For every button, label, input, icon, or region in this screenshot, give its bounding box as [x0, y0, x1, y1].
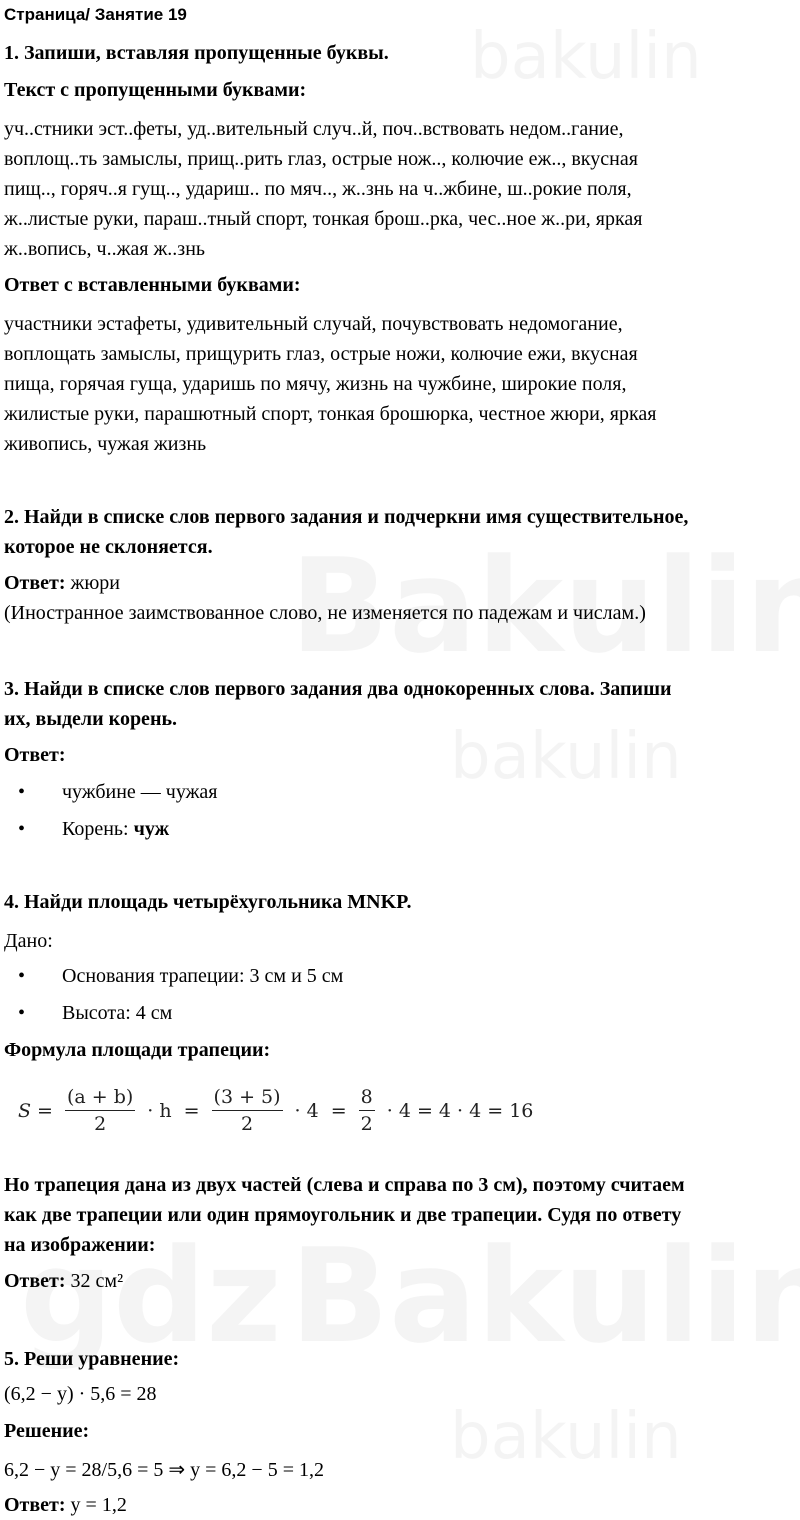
fraction	[212, 1086, 283, 1135]
fraction-numerator: (3 + 5)	[212, 1086, 283, 1111]
solution-label-wrap	[4, 1416, 796, 1446]
task-3-list	[4, 777, 796, 807]
fraction-denominator: 2	[240, 1113, 254, 1135]
formula-op: =	[330, 1099, 347, 1122]
answer-label: Ответ:	[4, 1270, 66, 1292]
task-1-title: 1. Запиши, вставляя пропущенные буквы.	[4, 42, 389, 64]
task-1-sub1-wrap	[4, 75, 796, 105]
task-2-title: 2. Найди в списке слов первого задания и подчеркни имя существительное,	[4, 506, 689, 528]
list-item: • Основания трапеции: 3 см и 5 см	[4, 961, 796, 991]
formula-op: =	[37, 1099, 53, 1122]
task-1-subtitle-missing: Текст с пропущенными буквами:	[4, 79, 307, 101]
task-2	[4, 502, 796, 562]
formula-s: S	[18, 1099, 32, 1122]
task-1-answer-text	[4, 309, 796, 459]
text-line: ж..вопись, ч..жая ж..знь	[4, 238, 206, 260]
text-line: живопись, чужая жизнь	[4, 433, 207, 455]
task-3-title: 3. Найди в списке слов первого задания два однокоренных слова. Запиши	[4, 678, 672, 700]
answer-value: жюри	[65, 572, 121, 594]
equation: (6,2 − y) · 5,6 = 28	[4, 1383, 157, 1405]
formula-title-wrap	[4, 1035, 796, 1065]
task-3-answer-label-wrap	[4, 740, 796, 770]
task-1-sub2-wrap	[4, 270, 796, 300]
page-header: Страница/ Занятие 19	[4, 5, 187, 24]
formula-tail: · 4 = 4 · 4 = 16	[386, 1099, 534, 1122]
text-line: ж..листые руки, параш..тный спорт, тонкая брош..рка, чес..ное ж..ри, яркая	[4, 208, 643, 230]
task-4-title: 4. Найди площадь четырёхугольника MNKP.	[4, 891, 412, 913]
formula-op: =	[183, 1099, 200, 1122]
text-line: участники эстафеты, удивительный случай, почувствовать недомогание,	[4, 313, 623, 335]
list-item: • Высота: 4 см	[4, 998, 796, 1028]
solution: 6,2 − y = 28/5,6 = 5 ⇒ y = 6,2 − 5 = 1,2	[4, 1459, 324, 1481]
task-4-given-list	[4, 998, 796, 1028]
fraction	[359, 1086, 375, 1135]
solution-label: Решение:	[4, 1420, 90, 1442]
trapezoid-area-formula	[18, 1086, 539, 1135]
task-4	[4, 887, 796, 917]
task-3-list	[4, 814, 796, 844]
fraction-numerator: 8	[359, 1086, 375, 1111]
note-line: как две трапеции или один прямоугольник и две трапеции. Судя по ответу	[4, 1204, 682, 1226]
text-line: уч..стники эст..феты, уд..вительный случ..й, поч..вствовать недом..гание,	[4, 118, 624, 140]
text-line: жилистые руки, парашютный спорт, тонкая брошюрка, честное жюри, яркая	[4, 403, 657, 425]
formula-title: Формула площади трапеции:	[4, 1039, 271, 1061]
solution-wrap	[4, 1455, 796, 1485]
answer-value: y = 1,2	[65, 1494, 127, 1516]
task-4-given-list	[4, 961, 796, 991]
task-2-title: которое не склоняется.	[4, 536, 213, 558]
text-line: пища, горячая гуща, ударишь по мячу, жизнь на чужбине, широкие поля,	[4, 373, 627, 395]
task-1-subtitle-answer: Ответ с вставленными буквами:	[4, 274, 301, 296]
answer-label: Ответ:	[4, 1494, 66, 1516]
note-line: Но трапеция дана из двух частей (слева и справа по 3 см), поэтому считаем	[4, 1174, 685, 1196]
formula-op: · 4	[294, 1099, 319, 1122]
list-item	[4, 814, 796, 844]
fraction-denominator: 2	[94, 1113, 107, 1135]
task-5	[4, 1344, 796, 1374]
task-2-answer	[4, 568, 796, 628]
task-3-title: их, выдели корень.	[4, 708, 178, 730]
root-label: Корень:	[62, 818, 134, 840]
task-1-missing-text	[4, 114, 796, 264]
text-line: воплощ..ть замыслы, прищ..рить глаз, острые нож.., колючие еж.., вкусная	[4, 148, 638, 170]
text-line: пищ.., горяч..я гущ.., удариш.. по мяч.., ж..знь на ч..жбине, ш..рокие поля,	[4, 178, 632, 200]
fraction-denominator: 2	[360, 1113, 373, 1135]
answer-value: 32 см²	[65, 1270, 124, 1292]
formula-op: · h	[147, 1099, 172, 1122]
task-4-answer	[4, 1266, 796, 1296]
text-line: воплощать замыслы, прищурить глаз, острые ножи, колючие ежи, вкусная	[4, 343, 638, 365]
answer-label: Ответ:	[4, 744, 66, 766]
fraction-numerator: (a + b)	[65, 1086, 135, 1111]
task-1	[4, 38, 796, 68]
task-4-note	[4, 1170, 796, 1260]
task-2-note: (Иностранное заимствованное слово, не изменяется по падежам и числам.)	[4, 602, 646, 624]
answer-label: Ответ:	[4, 572, 66, 594]
note-line: на изображении:	[4, 1234, 156, 1256]
task-5-title: 5. Реши уравнение:	[4, 1348, 180, 1370]
task-4-given-wrap	[4, 926, 796, 956]
fraction	[65, 1086, 135, 1135]
given-label: Дано:	[4, 930, 53, 952]
equation-wrap	[4, 1379, 796, 1409]
list-item: • чужбине — чужая	[4, 777, 796, 807]
task-5-answer	[4, 1490, 796, 1520]
root-value: чуж	[133, 818, 170, 840]
task-3	[4, 674, 796, 734]
